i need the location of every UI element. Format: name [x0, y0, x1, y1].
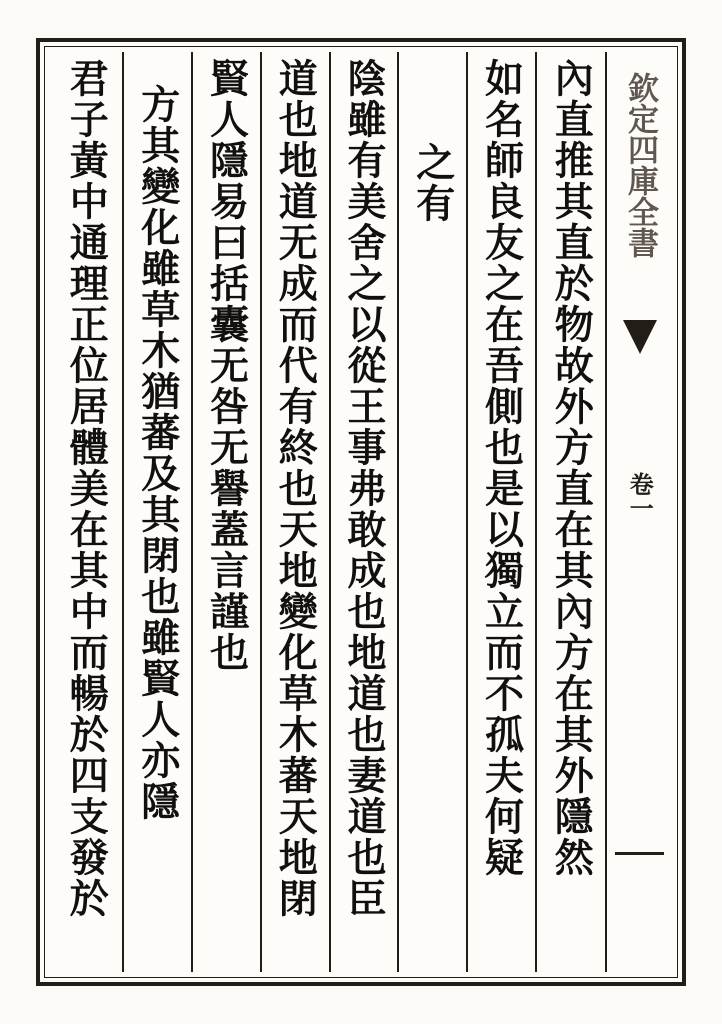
column-text: 內直推其直於物故外方直在其內方在其外隱然 [548, 58, 595, 878]
text-columns [50, 52, 672, 972]
page-spine [605, 52, 672, 972]
column-text: 之有 [409, 142, 456, 224]
spine-rule [615, 852, 664, 855]
text-column-6 [191, 52, 260, 972]
page-border-frame [36, 38, 686, 986]
column-text: 賢人隱易曰括囊无咎无譽蓋言謹也 [203, 58, 250, 673]
book-title: 欽定四庫全書 [621, 72, 658, 258]
text-column-1 [535, 52, 606, 972]
column-text: 方其變化雖草木猶蕃及其閉也雖賢人亦隱 [134, 84, 181, 822]
fascicle-label: 卷一 [625, 472, 655, 520]
text-column-2 [466, 52, 535, 972]
text-column-8 [50, 52, 122, 972]
column-text: 如名師良友之在吾側也是以獨立而不孤夫何疑 [478, 58, 525, 878]
text-column-4 [329, 52, 398, 972]
column-text: 陰雖有美舍之以從王事弗敢成也地道也妻道也臣 [341, 58, 388, 919]
text-column-7 [122, 52, 191, 972]
fish-tail-mark-icon [623, 320, 657, 354]
text-column-5 [260, 52, 329, 972]
text-column-3 [397, 52, 466, 972]
column-text: 道也地道无成而代有終也天地變化草木蕃天地閉 [272, 58, 319, 919]
column-text: 君子黃中通理正位居體美在其中而暢於四支發於 [63, 58, 110, 919]
